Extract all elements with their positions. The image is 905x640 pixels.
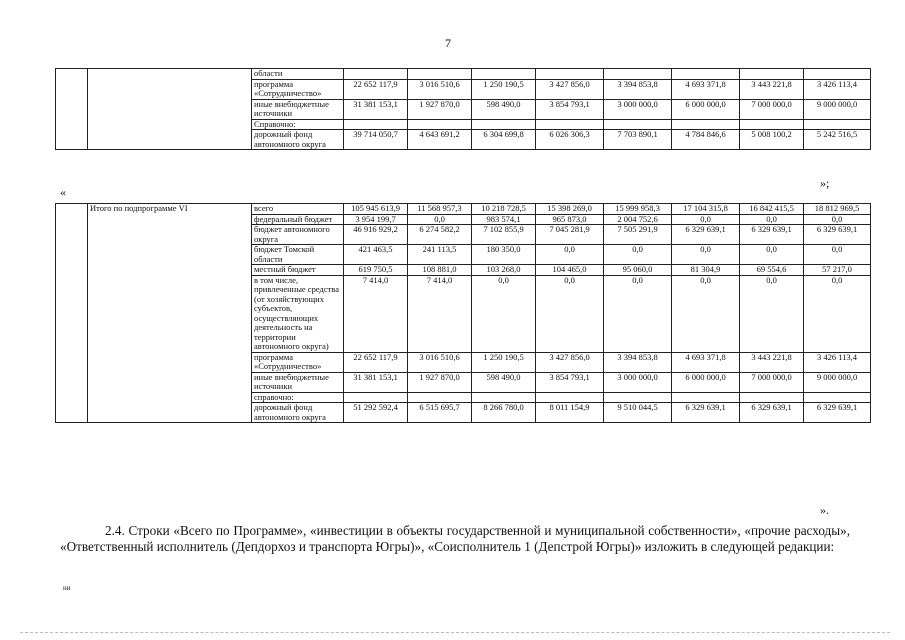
value-cell: 6 329 639,1 (804, 403, 871, 423)
value-cell: 0,0 (804, 245, 871, 265)
table-row (56, 204, 871, 215)
value-cell: 3 016 510,6 (408, 79, 472, 99)
value-cell: 8 011 154,9 (536, 403, 604, 423)
value-cell (604, 119, 672, 130)
index-cell (56, 204, 88, 423)
value-cell: 7 703 890,1 (604, 130, 672, 150)
value-cell (536, 119, 604, 130)
funding-table-continued (55, 68, 871, 150)
value-cell (672, 392, 740, 403)
value-cell: 180 350,0 (472, 245, 536, 265)
source-label-cell: федеральный бюджет (252, 214, 344, 225)
value-cell: 57 217,0 (804, 265, 871, 276)
value-cell: 17 104 315,8 (672, 204, 740, 215)
subprogram-cell (88, 69, 252, 150)
value-cell: 39 714 050,7 (344, 130, 408, 150)
value-cell (344, 69, 408, 80)
value-cell: 1 250 190,5 (472, 352, 536, 372)
value-cell: 3 954 199,7 (344, 214, 408, 225)
value-cell: 7 000 000,0 (740, 99, 804, 119)
value-cell: 81 304,9 (672, 265, 740, 276)
value-cell: 0,0 (672, 214, 740, 225)
value-cell: 598 490,0 (472, 99, 536, 119)
value-cell: 7 000 000,0 (740, 372, 804, 392)
source-label-cell: Справочно: (252, 119, 344, 130)
value-cell: 6 329 639,1 (804, 225, 871, 245)
value-cell: 0,0 (740, 245, 804, 265)
value-cell: 9 000 000,0 (804, 372, 871, 392)
value-cell: 95 060,0 (604, 265, 672, 276)
value-cell: 5 242 516,5 (804, 130, 871, 150)
value-cell (672, 69, 740, 80)
value-cell: 3 443 221,8 (740, 352, 804, 372)
value-cell: 0,0 (672, 245, 740, 265)
value-cell: 1 927 870,0 (408, 372, 472, 392)
value-cell: 598 490,0 (472, 372, 536, 392)
value-cell: 16 842 415,5 (740, 204, 804, 215)
source-label-cell: области (252, 69, 344, 80)
value-cell: 0,0 (408, 214, 472, 225)
subprogram-vi-table (55, 203, 871, 423)
value-cell: 1 927 870,0 (408, 99, 472, 119)
value-cell: 7 505 291,9 (604, 225, 672, 245)
value-cell: 22 652 117,9 (344, 79, 408, 99)
source-label-cell: бюджет автономного округа (252, 225, 344, 245)
source-label-cell: дорожный фонд автономного округа (252, 403, 344, 423)
source-label-cell: бюджет Томской области (252, 245, 344, 265)
value-cell: 6 329 639,1 (740, 403, 804, 423)
value-cell: 3 854 793,1 (536, 99, 604, 119)
page-number: 7 (445, 36, 451, 50)
value-cell (604, 392, 672, 403)
value-cell: 4 643 691,2 (408, 130, 472, 150)
value-cell: 0,0 (472, 275, 536, 352)
value-cell (344, 119, 408, 130)
value-cell: 108 881,0 (408, 265, 472, 276)
value-cell: 1 250 190,5 (472, 79, 536, 99)
value-cell: 4 693 371,8 (672, 352, 740, 372)
value-cell (536, 392, 604, 403)
value-cell: 3 426 113,4 (804, 352, 871, 372)
value-cell: 0,0 (604, 245, 672, 265)
closing-quote-2: ». (820, 503, 829, 517)
value-cell: 3 000 000,0 (604, 372, 672, 392)
value-cell: 983 574,1 (472, 214, 536, 225)
value-cell: 4 693 371,8 (672, 79, 740, 99)
value-cell: 105 945 613,9 (344, 204, 408, 215)
value-cell: 3 000 000,0 (604, 99, 672, 119)
source-label-cell: справочно: (252, 392, 344, 403)
value-cell: 3 426 113,4 (804, 79, 871, 99)
value-cell: 8 266 780,0 (472, 403, 536, 423)
value-cell: 0,0 (740, 275, 804, 352)
opening-quote: « (60, 185, 66, 199)
value-cell: 3 394 853,8 (604, 352, 672, 372)
index-cell (56, 69, 88, 150)
closing-quote-1: »; (820, 176, 830, 190)
value-cell: 0,0 (536, 245, 604, 265)
value-cell: 103 268,0 (472, 265, 536, 276)
source-label-cell: программа «Сотрудничество» (252, 79, 344, 99)
value-cell (740, 69, 804, 80)
value-cell: 15 999 958,3 (604, 204, 672, 215)
value-cell (740, 119, 804, 130)
source-label-cell: иные внебюджетные источники (252, 99, 344, 119)
value-cell: 6 274 582,2 (408, 225, 472, 245)
subprogram-cell: Итого по подпрограмме VI (88, 204, 252, 423)
value-cell: 6 000 000,0 (672, 372, 740, 392)
value-cell: 5 008 100,2 (740, 130, 804, 150)
value-cell: 15 398 269,0 (536, 204, 604, 215)
value-cell: 31 381 153,1 (344, 99, 408, 119)
value-cell: 0,0 (536, 275, 604, 352)
value-cell: 421 463,5 (344, 245, 408, 265)
value-cell: 46 916 929,2 (344, 225, 408, 245)
value-cell: 0,0 (740, 214, 804, 225)
value-cell (344, 392, 408, 403)
value-cell: 7 414,0 (344, 275, 408, 352)
value-cell: 3 854 793,1 (536, 372, 604, 392)
source-label-cell: всего (252, 204, 344, 215)
value-cell (672, 119, 740, 130)
value-cell: 0,0 (804, 275, 871, 352)
value-cell: 6 329 639,1 (672, 403, 740, 423)
value-cell: 6 515 695,7 (408, 403, 472, 423)
value-cell: 10 218 728,5 (472, 204, 536, 215)
value-cell: 6 026 306,3 (536, 130, 604, 150)
value-cell: 18 812 969,5 (804, 204, 871, 215)
source-label-cell: в том числе, привлеченные средства (от хозяйствующих субъектов, осуществляющих деятельность на территории автономного округа) (252, 275, 344, 352)
value-cell (804, 69, 871, 80)
value-cell: 7 102 855,9 (472, 225, 536, 245)
source-label-cell: местный бюджет (252, 265, 344, 276)
value-cell (604, 69, 672, 80)
amendment-text: 2.4. Строки «Всего по Программе», «инвестиции в объекты государственной и муниципальной собственности», «прочие расходы», «Ответственный исполнитель (Депдорхоз и транспорта Югры)», «Соисполнитель 1 (Депстрой Югры)» изложить в следующей редакции: (60, 523, 850, 554)
table-row (56, 69, 871, 80)
value-cell: 104 465,0 (536, 265, 604, 276)
value-cell (472, 119, 536, 130)
value-cell: 69 554,6 (740, 265, 804, 276)
value-cell: 6 304 699,8 (472, 130, 536, 150)
value-cell: 3 394 853,8 (604, 79, 672, 99)
value-cell: 31 381 153,1 (344, 372, 408, 392)
value-cell (472, 392, 536, 403)
value-cell: 2 004 752,6 (604, 214, 672, 225)
source-label-cell: иные внебюджетные источники (252, 372, 344, 392)
value-cell: 4 784 846,6 (672, 130, 740, 150)
value-cell: 6 329 639,1 (672, 225, 740, 245)
page-footer-stub: ни (63, 584, 71, 592)
value-cell: 3 443 221,8 (740, 79, 804, 99)
source-label-cell: программа «Сотрудничество» (252, 352, 344, 372)
value-cell: 0,0 (804, 214, 871, 225)
value-cell (740, 392, 804, 403)
source-label-cell: дорожный фонд автономного округа (252, 130, 344, 150)
value-cell: 241 113,5 (408, 245, 472, 265)
value-cell: 3 016 510,6 (408, 352, 472, 372)
value-cell: 0,0 (672, 275, 740, 352)
value-cell (408, 69, 472, 80)
value-cell: 7 045 281,9 (536, 225, 604, 245)
value-cell: 3 427 856,0 (536, 352, 604, 372)
value-cell: 7 414,0 (408, 275, 472, 352)
value-cell: 0,0 (604, 275, 672, 352)
value-cell: 9 000 000,0 (804, 99, 871, 119)
value-cell: 51 292 592,4 (344, 403, 408, 423)
value-cell: 619 750,5 (344, 265, 408, 276)
value-cell: 3 427 856,0 (536, 79, 604, 99)
value-cell: 965 873,0 (536, 214, 604, 225)
value-cell: 22 652 117,9 (344, 352, 408, 372)
value-cell (536, 69, 604, 80)
value-cell: 9 510 044,5 (604, 403, 672, 423)
value-cell (472, 69, 536, 80)
value-cell (408, 119, 472, 130)
value-cell (804, 119, 871, 130)
value-cell (408, 392, 472, 403)
value-cell (804, 392, 871, 403)
value-cell: 6 329 639,1 (740, 225, 804, 245)
scan-edge-line (20, 632, 890, 634)
value-cell: 11 568 957,3 (408, 204, 472, 215)
amendment-paragraph (60, 523, 850, 555)
value-cell: 6 000 000,0 (672, 99, 740, 119)
